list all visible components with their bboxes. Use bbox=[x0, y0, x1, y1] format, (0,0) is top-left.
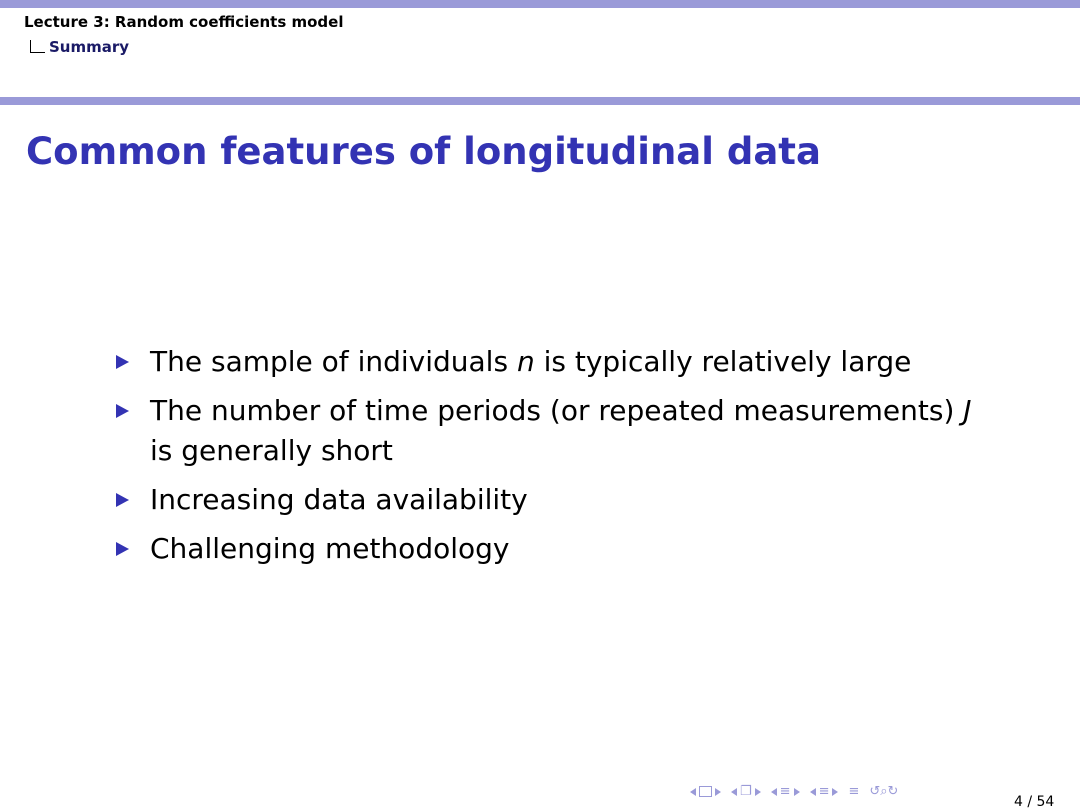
nav-slide-icon[interactable] bbox=[690, 786, 721, 797]
nav-subsection-icon[interactable]: ≡ bbox=[771, 784, 800, 799]
bullet-triangle-icon bbox=[116, 493, 129, 507]
header-subsection-label: Summary bbox=[49, 38, 130, 56]
top-header-rule bbox=[0, 0, 1080, 8]
bullet-triangle-icon bbox=[116, 355, 129, 369]
bullet-text: is typically relatively large bbox=[534, 345, 912, 378]
beamer-navigation-bar bbox=[690, 784, 898, 799]
math-variable: J bbox=[963, 394, 972, 427]
bullet-text: The sample of individuals bbox=[150, 345, 517, 378]
bullet-item bbox=[116, 342, 996, 382]
bullet-text: is generally short bbox=[150, 434, 393, 467]
header-subsection bbox=[30, 38, 129, 56]
nav-document-icon[interactable]: ≡ bbox=[848, 784, 860, 799]
bullet-item bbox=[116, 529, 996, 569]
header-section-title: Lecture 3: Random coefficients model bbox=[24, 13, 344, 31]
tree-branch-icon bbox=[30, 40, 45, 53]
bullet-text: Increasing data availability bbox=[150, 483, 528, 516]
bullet-triangle-icon bbox=[116, 542, 129, 556]
nav-search-icon[interactable]: ↺⌕↻ bbox=[869, 784, 899, 799]
nav-frame-icon[interactable]: ❐ bbox=[731, 784, 761, 799]
bullet-text: The number of time periods (or repeated measurements) bbox=[150, 394, 964, 427]
bullet-list bbox=[116, 342, 996, 578]
bullet-triangle-icon bbox=[116, 404, 129, 418]
math-variable: n bbox=[516, 345, 535, 378]
header-divider-rule bbox=[0, 97, 1080, 105]
nav-section-icon[interactable]: ≡ bbox=[810, 784, 839, 799]
bullet-text: Challenging methodology bbox=[150, 532, 510, 565]
page-number: 4 / 54 bbox=[1014, 794, 1055, 810]
bullet-item bbox=[116, 480, 996, 520]
bullet-item bbox=[116, 391, 996, 471]
slide-title: Common features of longitudinal data bbox=[26, 130, 821, 173]
